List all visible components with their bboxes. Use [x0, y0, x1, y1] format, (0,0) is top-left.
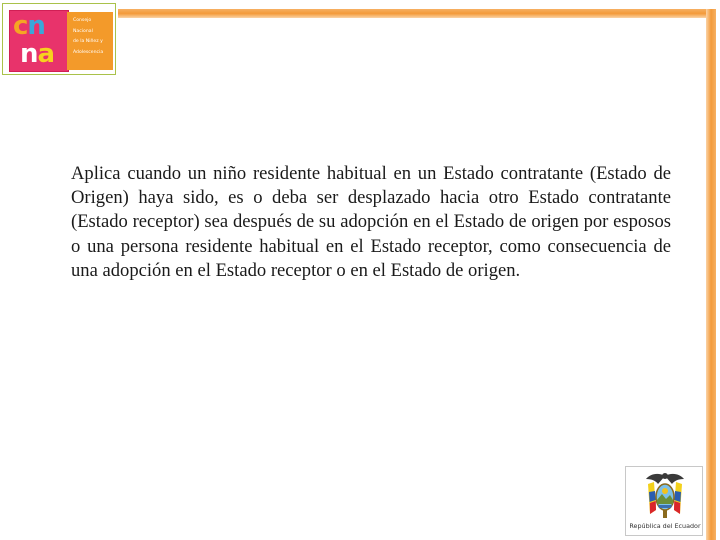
logo-line-4: Adolescencia — [73, 49, 104, 55]
logo-letter-n: n — [27, 11, 45, 41]
logo-letter-n2: n — [20, 39, 38, 69]
logo-line-2: Nacional — [73, 28, 93, 34]
body-paragraph: Aplica cuando un niño residente habitual en un Estado contratante (Estado de Origen) haya sido, es o deba ser desplazado hacia otro Estado contratante (Estado receptor) sea después de su adopción en el Estado de origen por esposos o una persona residente habitual en el Estado receptor, como consecuencia de una adopción en el Estado receptor o en el Estado de origen. — [71, 163, 671, 281]
seal-caption: República del Ecuador — [629, 522, 701, 530]
cnna-logo-mark — [9, 10, 69, 72]
logo-text — [73, 16, 115, 58]
logo-letter-c: c — [13, 11, 28, 41]
top-orange-rule — [118, 9, 716, 18]
cnna-logo — [2, 3, 116, 75]
ecuador-coat-of-arms-icon — [644, 470, 686, 522]
right-orange-rule — [706, 9, 716, 540]
logo-line-1: Consejo — [73, 18, 92, 23]
ecuador-seal — [625, 466, 703, 536]
logo-letter-a: a — [37, 39, 55, 69]
logo-line-3: de la Niñez y — [73, 39, 103, 44]
